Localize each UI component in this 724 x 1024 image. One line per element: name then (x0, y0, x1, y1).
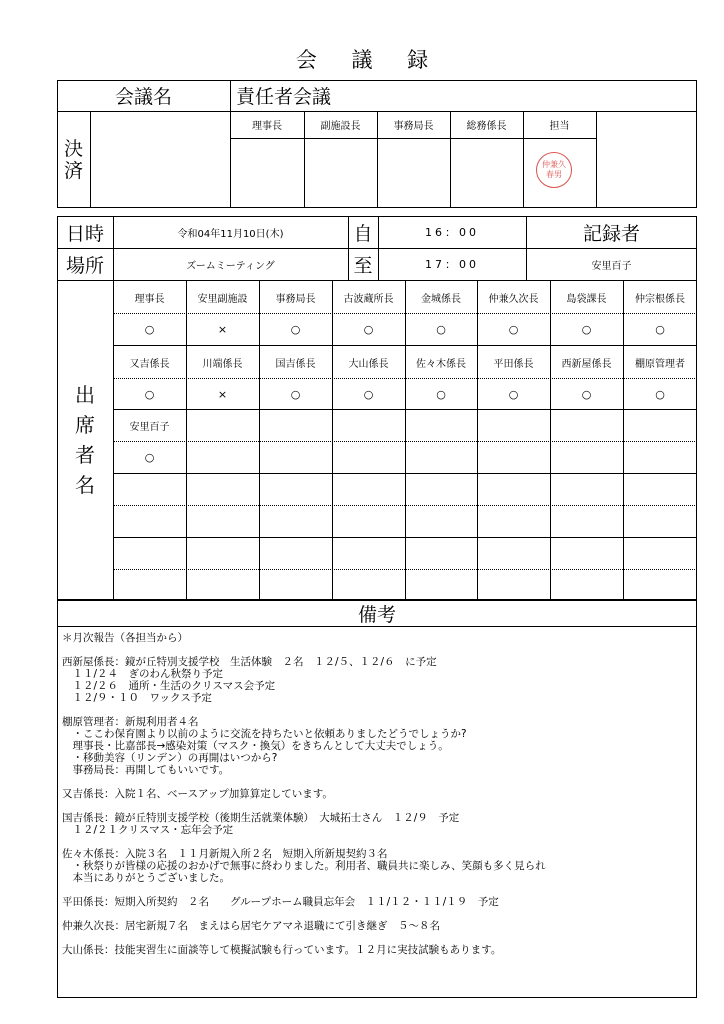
approver-staff: 担当 (549, 121, 570, 132)
attendance-mark: ○ (290, 387, 301, 401)
recorder-label: 記録者 (582, 222, 640, 245)
attendee-name: 事務局長 (275, 293, 316, 305)
datetime-label: 日時 (65, 222, 104, 245)
attendance-mark: ○ (290, 323, 301, 336)
attendee-name: 安里副施設 (197, 293, 248, 305)
decision-label-char-1: 決 (63, 137, 83, 160)
to-label: 至 (353, 254, 373, 277)
approver-secretary-general: 事務局長 (393, 121, 434, 132)
remarks-text: ＊月次報告（各担当から） 西新屋係長：鏡が丘特別支援学校 生活体験 ２名 １２/５、１２/６ に予定 １１/２４ ぎのわん秋祭り予定 １２/２６ 通所・生活のクリスマス会予定 １２/９・１０ ワックス予定 棚原管理者：新規利用者４名 ・ここわ保育園より以前のように交流を持ちたいと依頼ありましたどうでしょうか? 理事長・比嘉部長→感染対策（マスク・換気）をきちんとして大丈夫でしょう。 ・移動美容（リンデン）の再開はいつから? 事務局長：再開してもいいです。 又吉係長：入院１名、ベースアップ加算算定しています。 国吉係長：鏡が丘特別支援学校（後期生活就業体験） 大城拓士さん １２/９ 予定 １２/２１クリスマス・忘年会予定 佐々木係長：入院３名 １１月新規入所２名 短期入所新規契約３名 ・秋祭りが皆様の応援のおかげで無事に終わりました。利用者、職員共に楽しみ、笑顔も多く見られ 本当にありがとうございました。 平田係長：短期入所契約 ２名 グループホーム職員忘年会 １１/１２・１１/１９ 予定 仲兼久次長：居宅新規７名 まえはら居宅ケアマネ退職にて引き継ぎ ５～８名 大山係長：技能実習生に面談等して模擬試験も行っています。１２月に実技試験もあります。 (62, 632, 546, 956)
datetime-value: 令和04年11月10日(木) (177, 228, 284, 240)
attendee-name: 棚原管理者 (635, 358, 685, 370)
recorder-value: 安里百子 (591, 260, 632, 272)
attendance-mark: ○ (581, 323, 592, 336)
meeting-name-label: 会議名 (114, 86, 172, 108)
attendee-name: 金城係長 (421, 293, 461, 305)
attendee-name: 島袋課長 (566, 293, 607, 305)
approver-vice-director: 副施設長 (320, 121, 361, 132)
attendee-name: 大山係長 (348, 358, 389, 370)
attendance-mark: ○ (655, 323, 665, 336)
place-value: ズームミーティング (186, 260, 275, 272)
to-time: 17：00 (425, 258, 479, 271)
seal-stamp: 仲兼久 春男 (536, 152, 572, 188)
attendance-mark: ○ (508, 323, 519, 336)
from-time: 16：00 (425, 226, 479, 239)
approver-chairman: 理事長 (252, 121, 282, 132)
from-label: 自 (353, 222, 373, 245)
attendee-name: 国吉係長 (275, 358, 316, 370)
attendee-name: 又吉係長 (129, 358, 170, 370)
attendee-name: 理事長 (134, 293, 165, 305)
attendance-mark: ○ (144, 451, 155, 464)
page-title: 会 議 録 (295, 48, 443, 72)
decision-label-char-2: 済 (63, 159, 83, 182)
place-label: 場所 (65, 254, 104, 277)
attendee-name: 安里百子 (129, 422, 170, 433)
attendee-name: 仲兼久次長 (488, 293, 539, 305)
attendance-mark: ○ (144, 387, 155, 401)
attendee-name: 古波蔵所長 (343, 293, 394, 305)
meeting-name-value: 責任者会議 (236, 86, 332, 108)
attendee-name: 平田係長 (493, 358, 534, 370)
attendee-name: 仲宗根係長 (635, 293, 685, 305)
attendee-name: 西新屋係長 (561, 358, 612, 370)
attendance-mark: ○ (508, 387, 519, 401)
attendance-mark: ○ (144, 323, 155, 336)
attendance-mark: × (217, 323, 228, 336)
attendance-mark: ○ (655, 387, 665, 401)
attendance-mark: ○ (436, 387, 446, 401)
attendance-mark: ○ (581, 387, 592, 401)
attendee-name: 川端係長 (202, 358, 243, 370)
remarks-label: 備考 (357, 603, 396, 626)
attendance-mark: ○ (363, 323, 374, 336)
attendance-mark: ○ (436, 323, 446, 336)
approver-general-affairs: 総務係長 (466, 121, 507, 132)
attendees-label: 出 席 者 名 (75, 383, 95, 497)
attendee-name: 佐々木係長 (416, 358, 466, 370)
attendance-mark: ○ (363, 387, 374, 401)
attendance-mark: × (217, 387, 228, 401)
decision-label (57, 111, 90, 208)
